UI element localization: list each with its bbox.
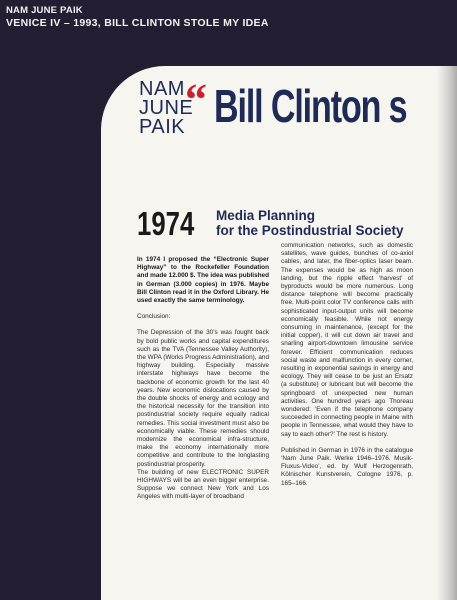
quote-mark: “ xyxy=(185,75,207,124)
page-title: Bill Clinton s xyxy=(214,80,407,132)
article-subtitle xyxy=(216,208,404,238)
left-column xyxy=(137,256,269,510)
page-spine-shadow xyxy=(437,66,457,600)
right-column xyxy=(281,242,413,496)
conclusion-label: Conclusion: xyxy=(137,313,171,321)
header-artist-name: NAM JUNE PAIK xyxy=(6,5,83,16)
subtitle-line: Media Planning xyxy=(216,208,316,223)
subtitle-line: for the Postindustrial Society xyxy=(216,223,404,238)
author-name-line: NAM xyxy=(139,78,185,100)
publication-note: Published in German in 1976 in the catalogue ‘Nam June Paik. Werke 1946–1976. Musik-Fluxus-Video’, ed. by Wulf Herzogenrath, Kölnischer Kunstverein, Cologne 1976, p. 165–166. xyxy=(281,446,413,487)
body-paragraph: The building of new ELECTRONIC SUPER HIGHWAYS will be an even bigger enterprise. Suppose we connect New York and Los Angeles with multi-layer of broadband xyxy=(137,468,269,501)
article-year: 1974 xyxy=(137,205,195,242)
body-paragraph: The Depression of the 30’s was fought back by bold public works and capital expenditures such as the TVA (Tennessee Valley Authority), the WPA (Works Progress Administration), and highway building. Especially massive interstate highways have become the backbone of economic growth for the last 40 years. New economic dislocations caused by the double shocks of energy and ecology and the historical necessity for the transition into postindustrial society require equally radical remedies. This social investment must also be economically viable. These remedies should modernize the economical infra-structure, make the economy internationally more competitive and contribute to the longlasting postindustrial prosperity. xyxy=(137,329,269,468)
header-section-title: VENICE IV – 1993, BILL CLINTON STOLE MY IDEA xyxy=(6,17,269,29)
magazine-page xyxy=(101,66,457,600)
intro-paragraph: In 1974 I proposed the “Electronic Super Highway” to the Rockefeller Foundation and made 12.000 $. The idea was published in German (3.000 copies) in 1976. Maybe Bill Clinton read it in the Oxford Library. He used exactly the same terminology. xyxy=(137,256,269,305)
body-paragraph: communication networks, such as domestic satellites, wave guides, bunches of co-axiol cables, and later, the fiber-optics laser beam. The expenses would be as high as moon landing, but the ripple effect ‘harvest’ of byproducts would be more numerous. Long distance telephone will become practically free. Multi-point color TV conference calls with sophisticated input-output units will become economically feasible. While not energy consuming in maintenance, (except for the initial copper), it will cut down air travel and snarling airport-downtown limousine service forever. Efficient communication reduces social waste and malfunction in every corner, resulting in exponential savings in energy and ecology. They will cease to be just an Ersatz (a substitute) or lubricant but will become the springboard of unexpected new human activities. One hundred years ago Thoreau wondered: ‘Even if the telephone company succeeded in connecting people in Maine with people in Tennessee, what would they have to say to each other?’ The rest is history. xyxy=(281,242,413,438)
author-name-line: JUNE xyxy=(139,97,194,119)
author-name-line: PAIK xyxy=(139,116,186,138)
